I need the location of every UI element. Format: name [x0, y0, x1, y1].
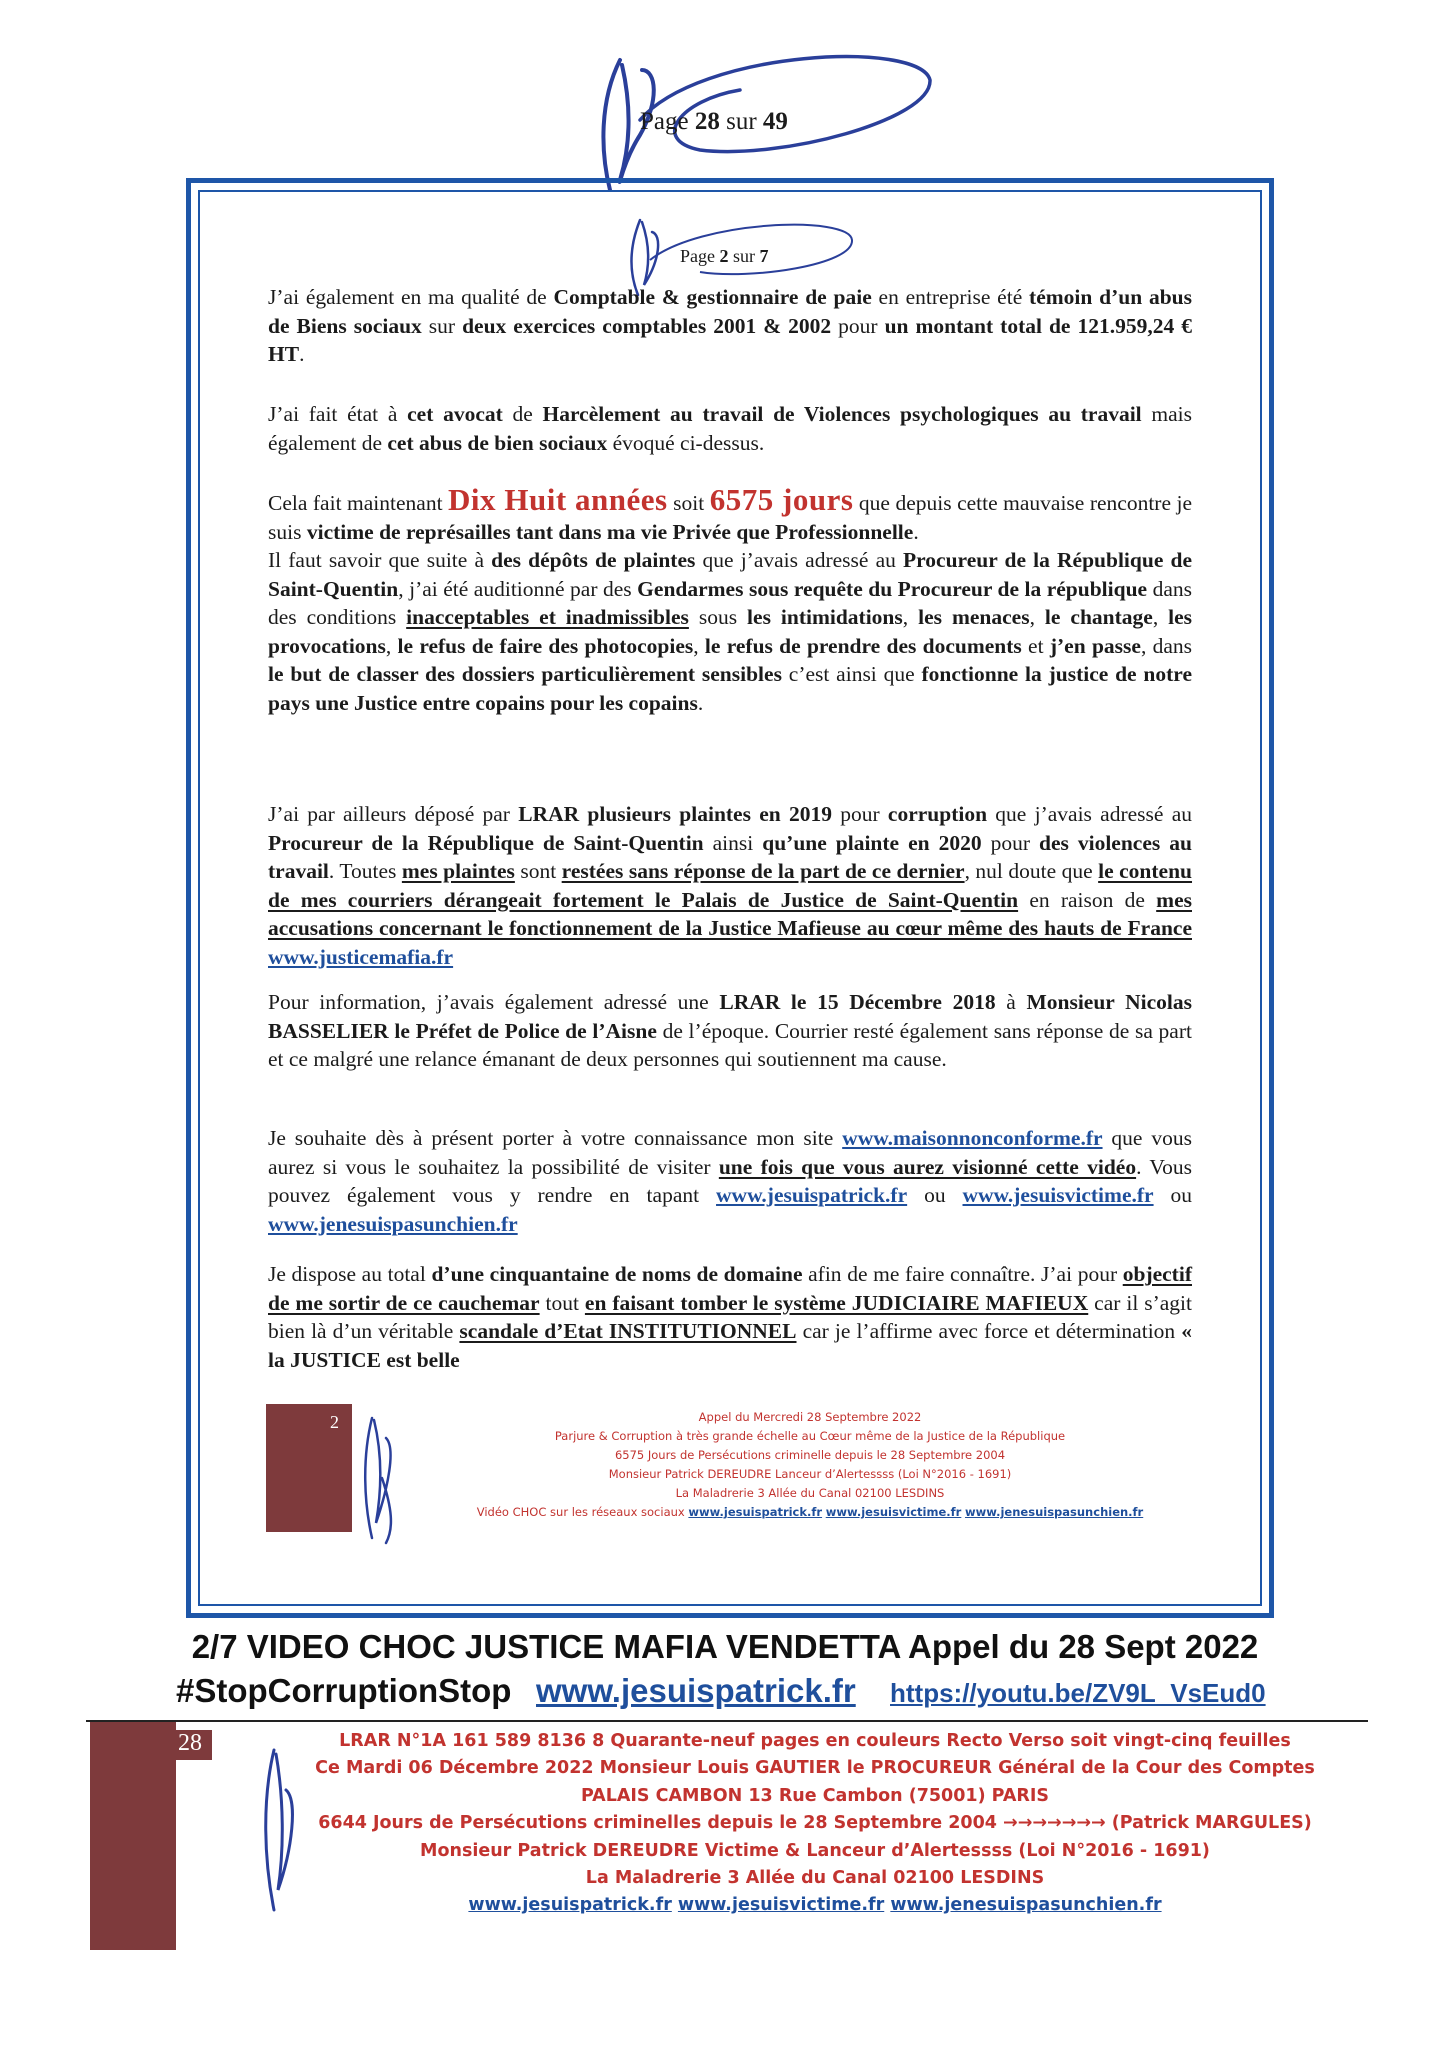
p1-text-c: en entreprise été: [871, 285, 1030, 309]
p1-bold-role: Comptable & gestionnaire de paie: [553, 285, 872, 309]
p3-text-z: ,: [693, 633, 705, 658]
p3-bold-documents: le refus de prendre des documents: [704, 633, 1022, 658]
p2-text-g: évoqué ci-dessus.: [607, 430, 765, 455]
p2-text-a: J’ai fait état à: [268, 402, 408, 426]
p1-bold-years: deux exercices comptables 2001 & 2002: [462, 313, 832, 338]
p4-bold-lrar: LRAR plusieurs plaintes en 2019: [518, 802, 832, 826]
inner-page-number: [680, 246, 769, 267]
p4-bold-procureur: Procureur de la République de Saint-Quentin: [268, 830, 704, 855]
p5-text-c: à: [995, 990, 1027, 1014]
p5-text-a: Pour information, j’avais également adressé une: [268, 990, 720, 1014]
p3-bold-intimidation: les intimidations: [747, 605, 903, 629]
p1-bold-witness: témoin d’un abus de Biens sociaux: [268, 285, 1192, 338]
horizontal-rule: [86, 1720, 1368, 1722]
p3-text-g: .: [913, 519, 919, 544]
p7-bold-domains: d’une cinquantaine de noms de domaine: [431, 1262, 803, 1286]
p4-underline-content: le contenu de mes courriers dérangeait fortement le Palais de Justice de Saint-Quentin: [268, 859, 1193, 912]
inner-footer-text: [420, 1408, 1200, 1522]
p5-bold-lrar: LRAR le 15 Décembre 2018: [719, 990, 996, 1014]
p4-text-g: ainsi: [703, 830, 763, 855]
outer-footer-line: Monsieur Patrick DEREUDRE Victime & Lanceur d’Alertessss (Loi N°2016 - 1691): [420, 1840, 1210, 1861]
p4-text-o: , nul doute que: [964, 859, 1099, 883]
p6-text-i: ou: [1153, 1183, 1193, 1207]
p4-underline-complaints: mes plaintes: [401, 859, 515, 883]
inner-footer-line: La Maladrerie 3 Allée du Canal 02100 LESDINS: [675, 1486, 945, 1500]
p6-text-g: ou: [907, 1183, 963, 1207]
inner-footer-color-block: [266, 1404, 352, 1532]
inner-header-prefix: Page: [680, 246, 720, 266]
p1-text-e: sur: [421, 313, 463, 338]
paragraph-2: [268, 400, 1192, 457]
p7-underline-system: en faisant tomber le système JUDICIAIRE MAFIEUX: [584, 1290, 1089, 1315]
p3-red-days: 6575 jours: [709, 482, 854, 517]
outer-footer-link-jenesuispasunchien[interactable]: www.jenesuispasunchien.fr: [890, 1895, 1162, 1916]
link-justicemafia[interactable]: www.justicemafia.fr: [268, 944, 454, 969]
p3-bold-classify: le but de classer des dossiers particulièrement sensibles: [268, 662, 782, 686]
outer-footer-color-block: [90, 1722, 176, 1950]
p7-underline-scandal: scandale d’Etat INSTITUTIONNEL: [459, 1319, 797, 1343]
p6-text-c: que vous aurez si vous le souhaitez la possibilité de visiter: [268, 1126, 1192, 1179]
p3-bold-procureur: Procureur de la République de Saint-Quentin: [268, 548, 1192, 601]
p4-text-c: pour: [831, 802, 888, 826]
p3-text-p: sous: [688, 605, 748, 629]
p3-text-ad: , dans: [1140, 633, 1192, 658]
p3-text-l: , j’ai été auditionné par des: [398, 576, 638, 601]
p4-text-k: . Toutes: [328, 859, 402, 883]
outer-footer-page-number: 28: [178, 1730, 202, 1756]
outer-footer-line: La Maladrerie 3 Allée du Canal 02100 LESDINS: [585, 1868, 1045, 1889]
p3-text-af: c’est ainsi que: [781, 662, 922, 686]
p3-bold-threats: les menaces: [918, 605, 1030, 629]
p3-bold-justice: fonctionne la justice de notre pays une Justice entre copains pour les copains: [268, 662, 1192, 715]
p3-underline-unacceptable: inacceptables et inadmissibles: [406, 605, 689, 629]
inner-footer-links-prefix: Vidéo CHOC sur les réseaux sociaux: [476, 1505, 689, 1519]
p4-bold-violence: des violences au travail: [268, 830, 1192, 883]
p3-text-ah: .: [697, 690, 704, 715]
paragraph-7: [268, 1260, 1192, 1374]
page-number-header: [640, 108, 788, 136]
p1-text-i: .: [299, 342, 305, 366]
outer-footer-link-jesuisvictime[interactable]: www.jesuisvictime.fr: [677, 1895, 885, 1916]
hashtag-caption: #StopCorruptionStop: [176, 1672, 512, 1709]
p5-bold-prefect: Monsieur Nicolas BASSELIER le Préfet de Police de l’Aisne: [268, 990, 1192, 1043]
p3-text-r: ,: [902, 605, 919, 629]
outer-footer-text: [300, 1728, 1330, 1920]
p6-underline-video: une fois que vous aurez visionné cette vidéo: [718, 1154, 1137, 1179]
caption-link-jesuispatrick[interactable]: www.jesuispatrick.fr: [536, 1672, 856, 1709]
p5-text-e: de l’époque. Courrier resté également sans réponse de sa part et ce malgré une relance émanant de deux personnes qui soutiennent ma cause.: [268, 1018, 1192, 1071]
outer-footer-line: Ce Mardi 06 Décembre 2022 Monsieur Louis GAUTIER le PROCUREUR Général de la Cour des Comptes: [315, 1758, 1315, 1779]
p4-text-e: que j’avais adressé au: [987, 802, 1192, 826]
outer-footer-line: PALAIS CAMBON 13 Rue Cambon (75001) PARIS: [580, 1785, 1050, 1806]
inner-header-total: 7: [759, 246, 769, 266]
p3-text-h: Il faut savoir que suite à: [268, 548, 492, 572]
paragraph-4: [268, 800, 1192, 971]
p1-text-a: J’ai également en ma qualité de: [268, 285, 554, 309]
p7-text-g: car il s’agit bien là d’un véritable: [268, 1290, 1192, 1343]
p7-text-a: Je dispose au total: [268, 1262, 432, 1286]
p2-text-e: mais également de: [268, 402, 1192, 455]
page-header-current: 28: [694, 108, 720, 135]
signature-inner-footer: [352, 1408, 412, 1548]
inner-footer-line: Parjure & Corruption à très grande échelle au Cœur même de la Justice de la République: [554, 1429, 1066, 1443]
page-header-total: 49: [762, 108, 788, 135]
p4-bold-complaint-2020: qu’une plainte en 2020: [762, 830, 982, 855]
p3-bold-photocopies: le refus de faire des photocopies: [397, 633, 694, 658]
link-jesuispatrick[interactable]: www.jesuispatrick.fr: [716, 1183, 908, 1207]
inner-footer-links-line: [420, 1503, 1200, 1522]
p2-bold-abuse: cet abus de bien sociaux: [387, 430, 608, 455]
paragraph-1: [268, 283, 1192, 369]
inner-header-sep: sur: [728, 246, 760, 266]
p3-bold-blackmail: le chantage: [1044, 605, 1153, 629]
outer-footer-line: 6644 Jours de Persécutions criminelles depuis le 28 Septembre 2004 →→→→→→→ (Patrick MARGULES): [318, 1813, 1312, 1834]
p6-text-a: Je souhaite dès à présent porter à votre connaissance mon site: [268, 1126, 843, 1150]
page-header-sep: sur: [719, 108, 763, 135]
p3-text-t: ,: [1029, 605, 1045, 629]
p1-text-g: pour: [831, 313, 885, 338]
p3-bold-provocations: les provocations: [268, 605, 1193, 658]
p3-bold-etc: j’en passe: [1049, 633, 1141, 658]
p4-underline-no-response: restées sans réponse de la part de ce dernier: [561, 859, 965, 883]
paragraph-6: [268, 1124, 1192, 1238]
paragraph-5: [268, 988, 1192, 1074]
p2-text-c: de: [502, 402, 543, 426]
p3-bold-victim: victime de représailles tant dans ma vie Privée que Professionnelle: [306, 519, 914, 544]
outer-footer-link-jesuispatrick[interactable]: www.jesuispatrick.fr: [468, 1895, 672, 1916]
p2-bold-lawyer: cet avocat: [407, 402, 503, 426]
p7-text-e: tout: [539, 1290, 585, 1315]
p2-bold-harassment: Harcèlement au travail de Violences psychologiques au travail: [542, 402, 1142, 426]
inner-footer-line: Appel du Mercredi 28 Septembre 2022: [698, 1410, 922, 1424]
p7-underline-objective: objectif de me sortir de ce cauchemar: [268, 1262, 1192, 1315]
p4-underline-accusations: mes accusations concernant le fonctionnement de la Justice Mafieuse au cœur même des hauts de France: [268, 887, 1192, 940]
outer-footer-links-line: [300, 1892, 1330, 1919]
inner-footer-link-jenesuispasunchien[interactable]: www.jenesuispasunchien.fr: [964, 1505, 1144, 1519]
link-maisonnonconforme[interactable]: www.maisonnonconforme.fr: [842, 1126, 1103, 1150]
inner-header-current: 2: [719, 246, 729, 266]
video-caption-title: 2/7 VIDEO CHOC JUSTICE MAFIA VENDETTA Appel du 28 Sept 2022: [191, 1628, 1259, 1665]
p3-bold-gendarmes: Gendarmes sous requête du Procureur de la république: [637, 576, 1148, 601]
p3-text-a: Cela fait maintenant: [268, 491, 449, 515]
p3-text-n: dans des conditions: [268, 576, 1193, 629]
p1-bold-amount: un montant total de 121.959,24 € HT: [268, 313, 1192, 366]
p4-text-m: sont: [514, 859, 562, 883]
p7-text-i: car je l’affirme avec force et détermination: [796, 1319, 1182, 1343]
p3-bold-complaints: des dépôts de plaintes: [491, 548, 696, 572]
page-header-prefix: Page: [640, 108, 695, 135]
p4-text-q: en raison de: [1018, 887, 1157, 912]
inner-footer-link-jesuispatrick[interactable]: www.jesuispatrick.fr: [688, 1505, 823, 1519]
outer-footer-line: LRAR N°1A 161 589 8136 8 Quarante-neuf pages en couleurs Recto Verso soit vingt-cinq feuilles: [339, 1731, 1291, 1751]
p7-text-c: afin de me faire connaître. J’ai pour: [802, 1262, 1123, 1286]
link-jenesuispasunchien[interactable]: www.jenesuispasunchien.fr: [268, 1211, 518, 1236]
p4-bold-corruption: corruption: [887, 802, 988, 826]
p3-text-x: ,: [385, 633, 398, 658]
p3-text-j: que j’avais adressé au: [695, 548, 904, 572]
caption-link-youtube[interactable]: https://youtu.be/ZV9L_VsEud0: [890, 1678, 1266, 1708]
p3-text-c: soit: [667, 491, 710, 515]
inner-footer-line: Monsieur Patrick DEREUDRE Lanceur d’Alertessss (Loi N°2016 - 1691): [608, 1467, 1012, 1481]
inner-footer-page-number: 2: [330, 1412, 339, 1432]
p6-text-e: . Vous pouvez également vous y rendre en tapant: [268, 1154, 1192, 1207]
p3-text-ab: et: [1021, 633, 1050, 658]
p7-bold-quote: « la JUSTICE est belle: [268, 1319, 1192, 1372]
p3-red-years: Dix Huit années: [448, 482, 668, 517]
paragraph-3: [268, 482, 1193, 717]
inner-footer-link-jesuisvictime[interactable]: www.jesuisvictime.fr: [825, 1505, 962, 1519]
p4-text-a: J’ai par ailleurs déposé par: [268, 802, 519, 826]
link-jesuisvictime[interactable]: www.jesuisvictime.fr: [962, 1183, 1154, 1207]
inner-footer-line: 6575 Jours de Persécutions criminelle depuis le 28 Septembre 2004: [614, 1448, 1006, 1462]
p4-text-i: pour: [981, 830, 1039, 855]
p3-text-e: que depuis cette mauvaise rencontre je suis: [268, 491, 1192, 544]
p3-text-v: ,: [1152, 605, 1169, 629]
